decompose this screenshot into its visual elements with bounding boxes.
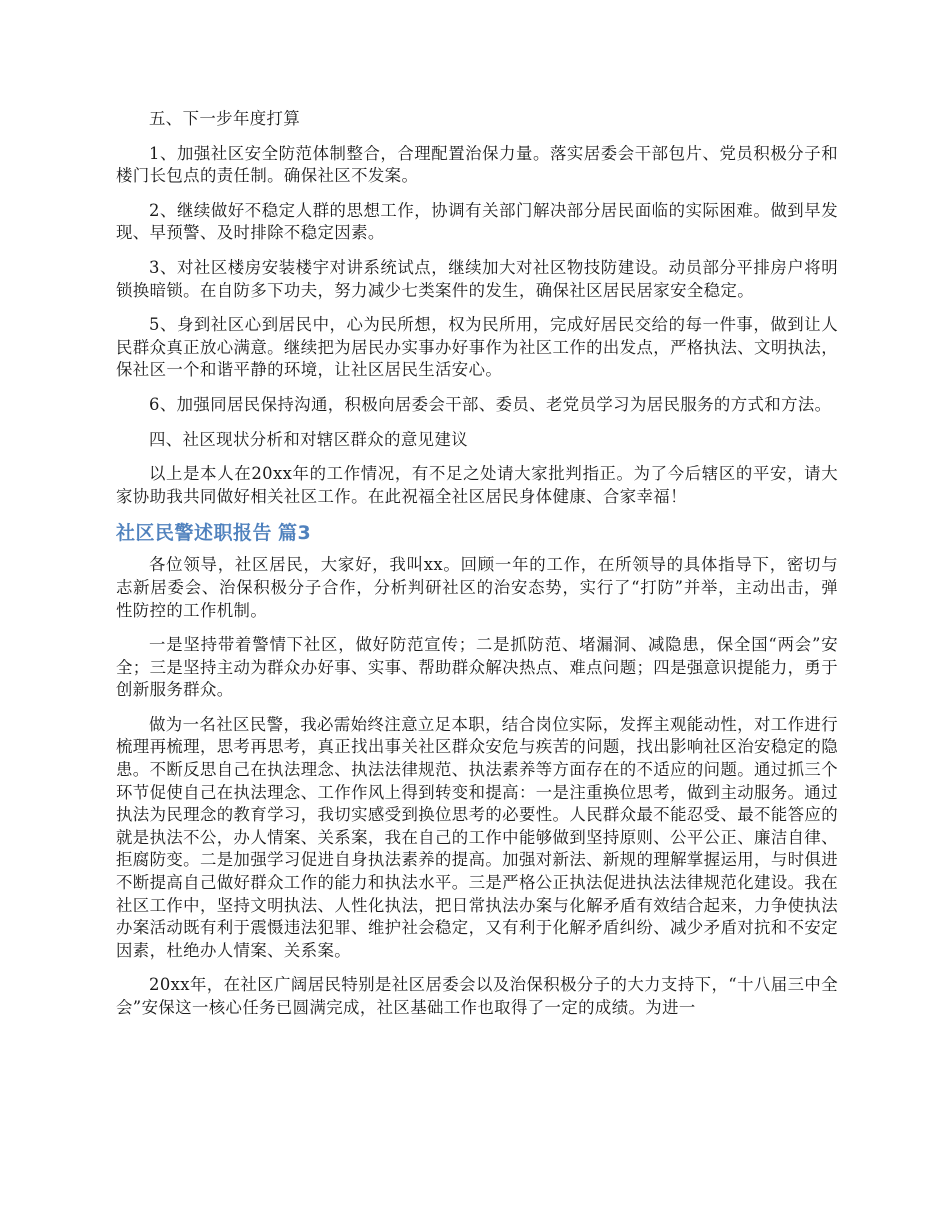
heading-community-analysis: 四、社区现状分析和对辖区群众的意见建议 [149, 429, 469, 449]
paragraph-plan-6: 6、加强同居民保持沟通，积极向居委会干部、委员、老党员学习为居民服务的方式和方法。 [149, 394, 832, 414]
paragraph-plan-1: 1、加强社区安全防范体制整合，合理配置治保力量。落实居委会干部包片、党员积极分子和楼门长包点的责任制。确保社区不发案。 [116, 143, 838, 186]
section-title-suffix: 篇3 [278, 522, 312, 545]
paragraph-four-points: 一是坚持带着警情下社区，做好防范宣传；二是抓防范、堵漏洞、减隐患，保全国“两会”安全；三是坚持主动为群众办好事、实事、帮助群众解决热点、难点问题；四是强意识提能力，勇于创新服务群众。 [116, 635, 838, 700]
paragraph-greeting: 各位领导，社区居民，大家好，我叫xx。回顾一年的工作，在所领导的具体指导下，密切与志新居委会、治保积极分子合作，分析判研社区的治安态势，实行了“打防”并举，主动出击，弹性防控的工作机制。 [116, 555, 838, 620]
section-title [116, 520, 838, 546]
paragraph-plan-2: 2、继续做好不稳定人群的思想工作，协调有关部门解决部分居民面临的实际困难。做到早发现、早预警、及时排除不稳定因素。 [116, 200, 838, 243]
paragraph-closing: 以上是本人在20xx年的工作情况，有不足之处请大家批判指正。为了今后辖区的平安，请大家协助我共同做好相关社区工作。在此祝福全社区居民身体健康、合家幸福！ [116, 464, 838, 506]
document-page [116, 108, 838, 1032]
paragraph-plan-3: 3、对社区楼房安装楼宇对讲系统试点，继续加大对社区物技防建设。动员部分平排房户将明锁换暗锁。在自防多下功夫，努力减少七类案件的发生，确保社区居民居家安全稳定。 [116, 257, 838, 300]
paragraph-reflection: 做为一名社区民警，我必需始终注意立足本职，结合岗位实际，发挥主观能动性，对工作进行梳理再梳理，思考再思考，真正找出事关社区群众安危与疾苦的问题，找出影响社区治安稳定的隐患。不断反思自己在执法理念、执法法律规范、执法素养等方面存在的不适应的问题。通过抓三个环节促使自己在执法理念、工作作风上得到转变和提高：一是注重换位思考，做到主动服务。通过执法为民理念的教育学习，我切实感受到换位思考的必要性。人民群众最不能忍受、最不能答应的就是执法不公，办人情案、关系案，我在自己的工作中能够做到坚持原则、公平公正、廉洁自律、拒腐防变。二是加强学习促进自身执法素养的提高。加强对新法、新规的理解掌握运用，与时俱进不断提高自己做好群众工作的能力和执法水平。三是严格公正执法促进执法法律规范化建设。我在社区工作中，坚持文明执法、人性化执法，把日常执法办案与化解矛盾有效结合起来，力争使执法办案活动既有利于震慑违法犯罪、维护社会稳定，又有利于化解矛盾纠纷、减少矛盾对抗和不安定因素，杜绝办人情案、关系案。 [116, 714, 838, 960]
paragraph-achievements: 20xx年，在社区广阔居民特别是社区居委会以及治保积极分子的大力支持下，“十八届三中全会”安保这一核心任务已圆满完成，社区基础工作也取得了一定的成绩。为进一 [116, 975, 838, 1017]
section-title-text: 社区民警述职报告 [116, 522, 273, 545]
paragraph-plan-5: 5、身到社区心到居民中，心为民所想，权为民所用，完成好居民交给的每一件事，做到让人民群众真正放心满意。继续把为居民办实事办好事作为社区工作的出发点，严格执法、文明执法，保社区一个和谐平静的环境，让社区居民生活安心。 [116, 315, 838, 380]
heading-next-year-plan: 五、下一步年度打算 [149, 109, 301, 128]
